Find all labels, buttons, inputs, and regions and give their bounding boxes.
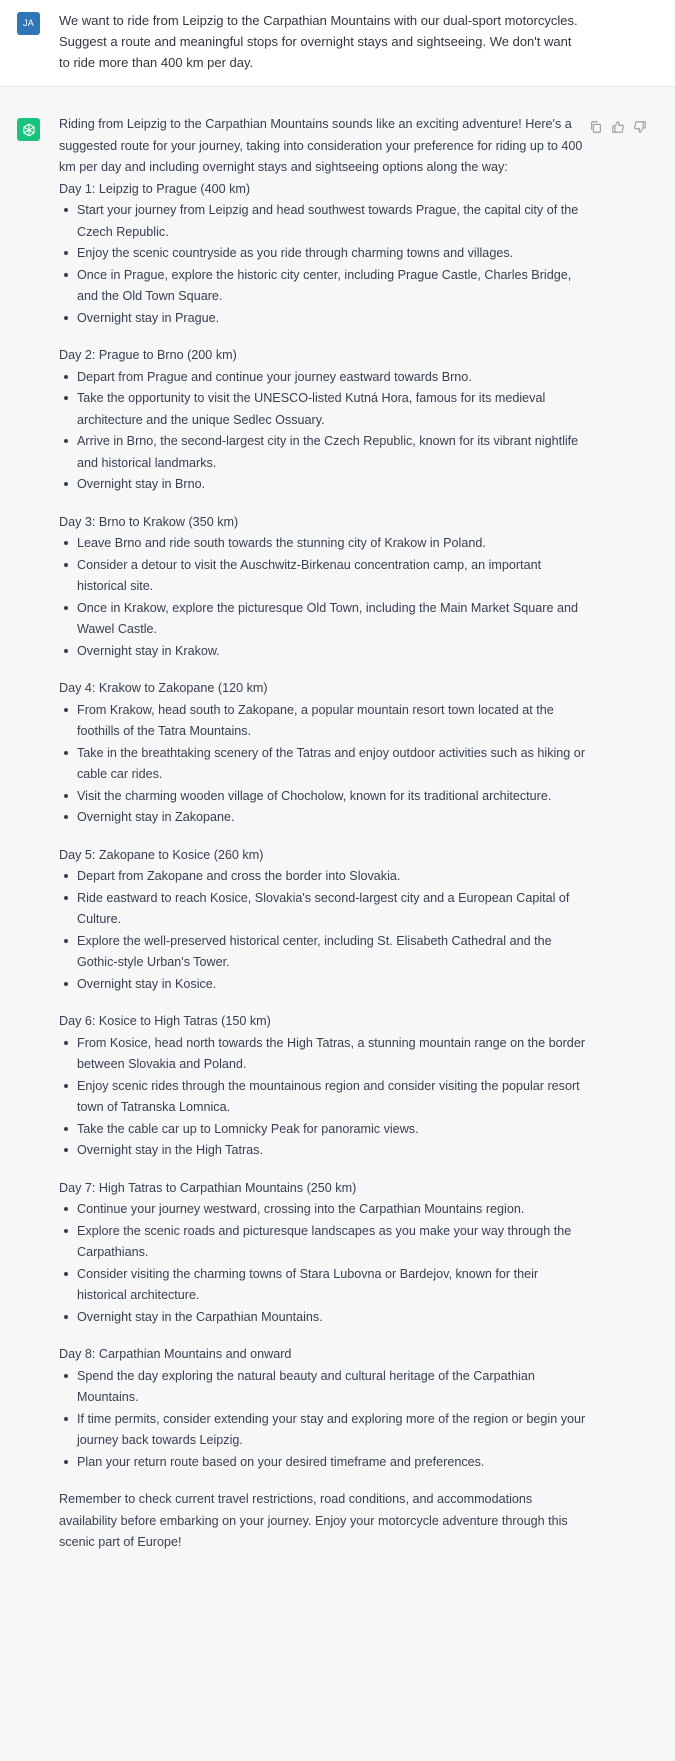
list-item: Visit the charming wooden village of Chocholow, known for its traditional architecture. [59,786,587,808]
list-item: Overnight stay in Brno. [59,474,587,496]
list-item: Spend the day exploring the natural beauty and cultural heritage of the Carpathian Mountains. [59,1366,587,1409]
list-item: Continue your journey westward, crossing into the Carpathian Mountains region. [59,1199,587,1221]
day-heading: Day 8: Carpathian Mountains and onward [59,1347,292,1361]
list-item: Overnight stay in Krakow. [59,641,587,663]
assistant-message-content [59,114,587,1554]
day-heading: Day 4: Krakow to Zakopane (120 km) [59,681,268,695]
list-item: From Krakow, head south to Zakopane, a popular mountain resort town located at the foothills of the Tatra Mountains. [59,700,587,743]
user-message-text: We want to ride from Leipzig to the Carpathian Mountains with our dual-sport motorcycles. Suggest a route and meaningful stops for overnight stays and sightseeing. We don't want to ride more than 400 km per day. [59,13,578,70]
list-item: Consider a detour to visit the Auschwitz-Birkenau concentration camp, an important historical site. [59,555,587,598]
day-heading: Day 1: Leipzig to Prague (400 km) [59,181,251,196]
list-item: Enjoy the scenic countryside as you ride through charming towns and villages. [59,243,587,265]
day-item-list [59,1366,587,1474]
list-item: Explore the well-preserved historical center, including St. Elisabeth Cathedral and the Gothic-style Urban's Tower. [59,931,587,974]
assistant-intro: Riding from Leipzig to the Carpathian Mountains sounds like an exciting adventure! Here's a suggested route for your journey, taking into consideration your preference for riding up to 400 km per day and including overnight stays and sightseeing options along the way: [59,117,583,174]
day-item-list [59,367,587,496]
list-item: Leave Brno and ride south towards the stunning city of Krakow in Poland. [59,533,587,555]
list-item: Arrive in Brno, the second-largest city in the Czech Republic, known for its vibrant nightlife and historical landmarks. [59,431,587,474]
list-item: Start your journey from Leipzig and head southwest towards Prague, the capital city of the Czech Republic. [59,200,587,243]
day-heading: Day 6: Kosice to High Tatras (150 km) [59,1014,271,1028]
thumbs-down-icon[interactable] [633,120,647,134]
assistant-message [0,87,675,1761]
day-heading: Day 5: Zakopane to Kosice (260 km) [59,847,264,862]
list-item: Ride eastward to reach Kosice, Slovakia's second-largest city and a European Capital of Culture. [59,888,587,931]
day-heading: Day 3: Brno to Krakow (350 km) [59,514,239,529]
list-item: Overnight stay in the Carpathian Mountains. [59,1307,587,1329]
list-item: If time permits, consider extending your stay and exploring more of the region or begin your journey back towards Leipzig. [59,1409,587,1452]
day-item-list [59,200,587,329]
list-item: Take in the breathtaking scenery of the Tatras and enjoy outdoor activities such as hiking or cable car rides. [59,743,587,786]
day-heading: Day 7: High Tatras to Carpathian Mountains (250 km) [59,1180,357,1195]
day-item-list [59,700,587,829]
list-item: Depart from Prague and continue your journey eastward towards Brno. [59,367,587,389]
thumbs-up-icon[interactable] [611,120,625,134]
list-item: Overnight stay in Zakopane. [59,807,587,829]
openai-logo-icon [21,122,37,138]
list-item: Explore the scenic roads and picturesque landscapes as you make your way through the Carpathians. [59,1221,587,1264]
list-item: Once in Krakow, explore the picturesque Old Town, including the Main Market Square and Wawel Castle. [59,598,587,641]
day-item-list [59,866,587,995]
list-item: Overnight stay in Prague. [59,308,587,330]
list-item: Take the opportunity to visit the UNESCO-listed Kutná Hora, famous for its medieval architecture and the unique Sedlec Ossuary. [59,388,587,431]
list-item: Overnight stay in the High Tatras. [59,1140,587,1162]
assistant-avatar [17,118,40,141]
list-item: Enjoy scenic rides through the mountainous region and consider visiting the popular resort town of Tatranska Lomnica. [59,1076,587,1119]
list-item: Consider visiting the charming towns of Stara Lubovna or Bardejov, known for their historical architecture. [59,1264,587,1307]
day-item-list [59,533,587,662]
day-item-list [59,1033,587,1162]
assistant-outro: Remember to check current travel restrictions, road conditions, and accommodations availability before embarking on your journey. Enjoy your motorcycle adventure through this scenic part of Europe! [59,1492,568,1549]
list-item: Plan your return route based on your desired timeframe and preferences. [59,1452,587,1474]
list-item: Depart from Zakopane and cross the border into Slovakia. [59,866,587,888]
day-item-list [59,1199,587,1328]
message-actions [589,120,647,134]
day-heading: Day 2: Prague to Brno (200 km) [59,348,237,362]
list-item: From Kosice, head north towards the High Tatras, a stunning mountain range on the border between Slovakia and Poland. [59,1033,587,1076]
copy-icon[interactable] [589,120,603,134]
itinerary [59,179,587,1474]
list-item: Once in Prague, explore the historic city center, including Prague Castle, Charles Bridge, and the Old Town Square. [59,265,587,308]
list-item: Take the cable car up to Lomnicky Peak for panoramic views. [59,1119,587,1141]
user-avatar: JA [17,12,40,35]
list-item: Overnight stay in Kosice. [59,974,587,996]
user-message [0,0,675,87]
